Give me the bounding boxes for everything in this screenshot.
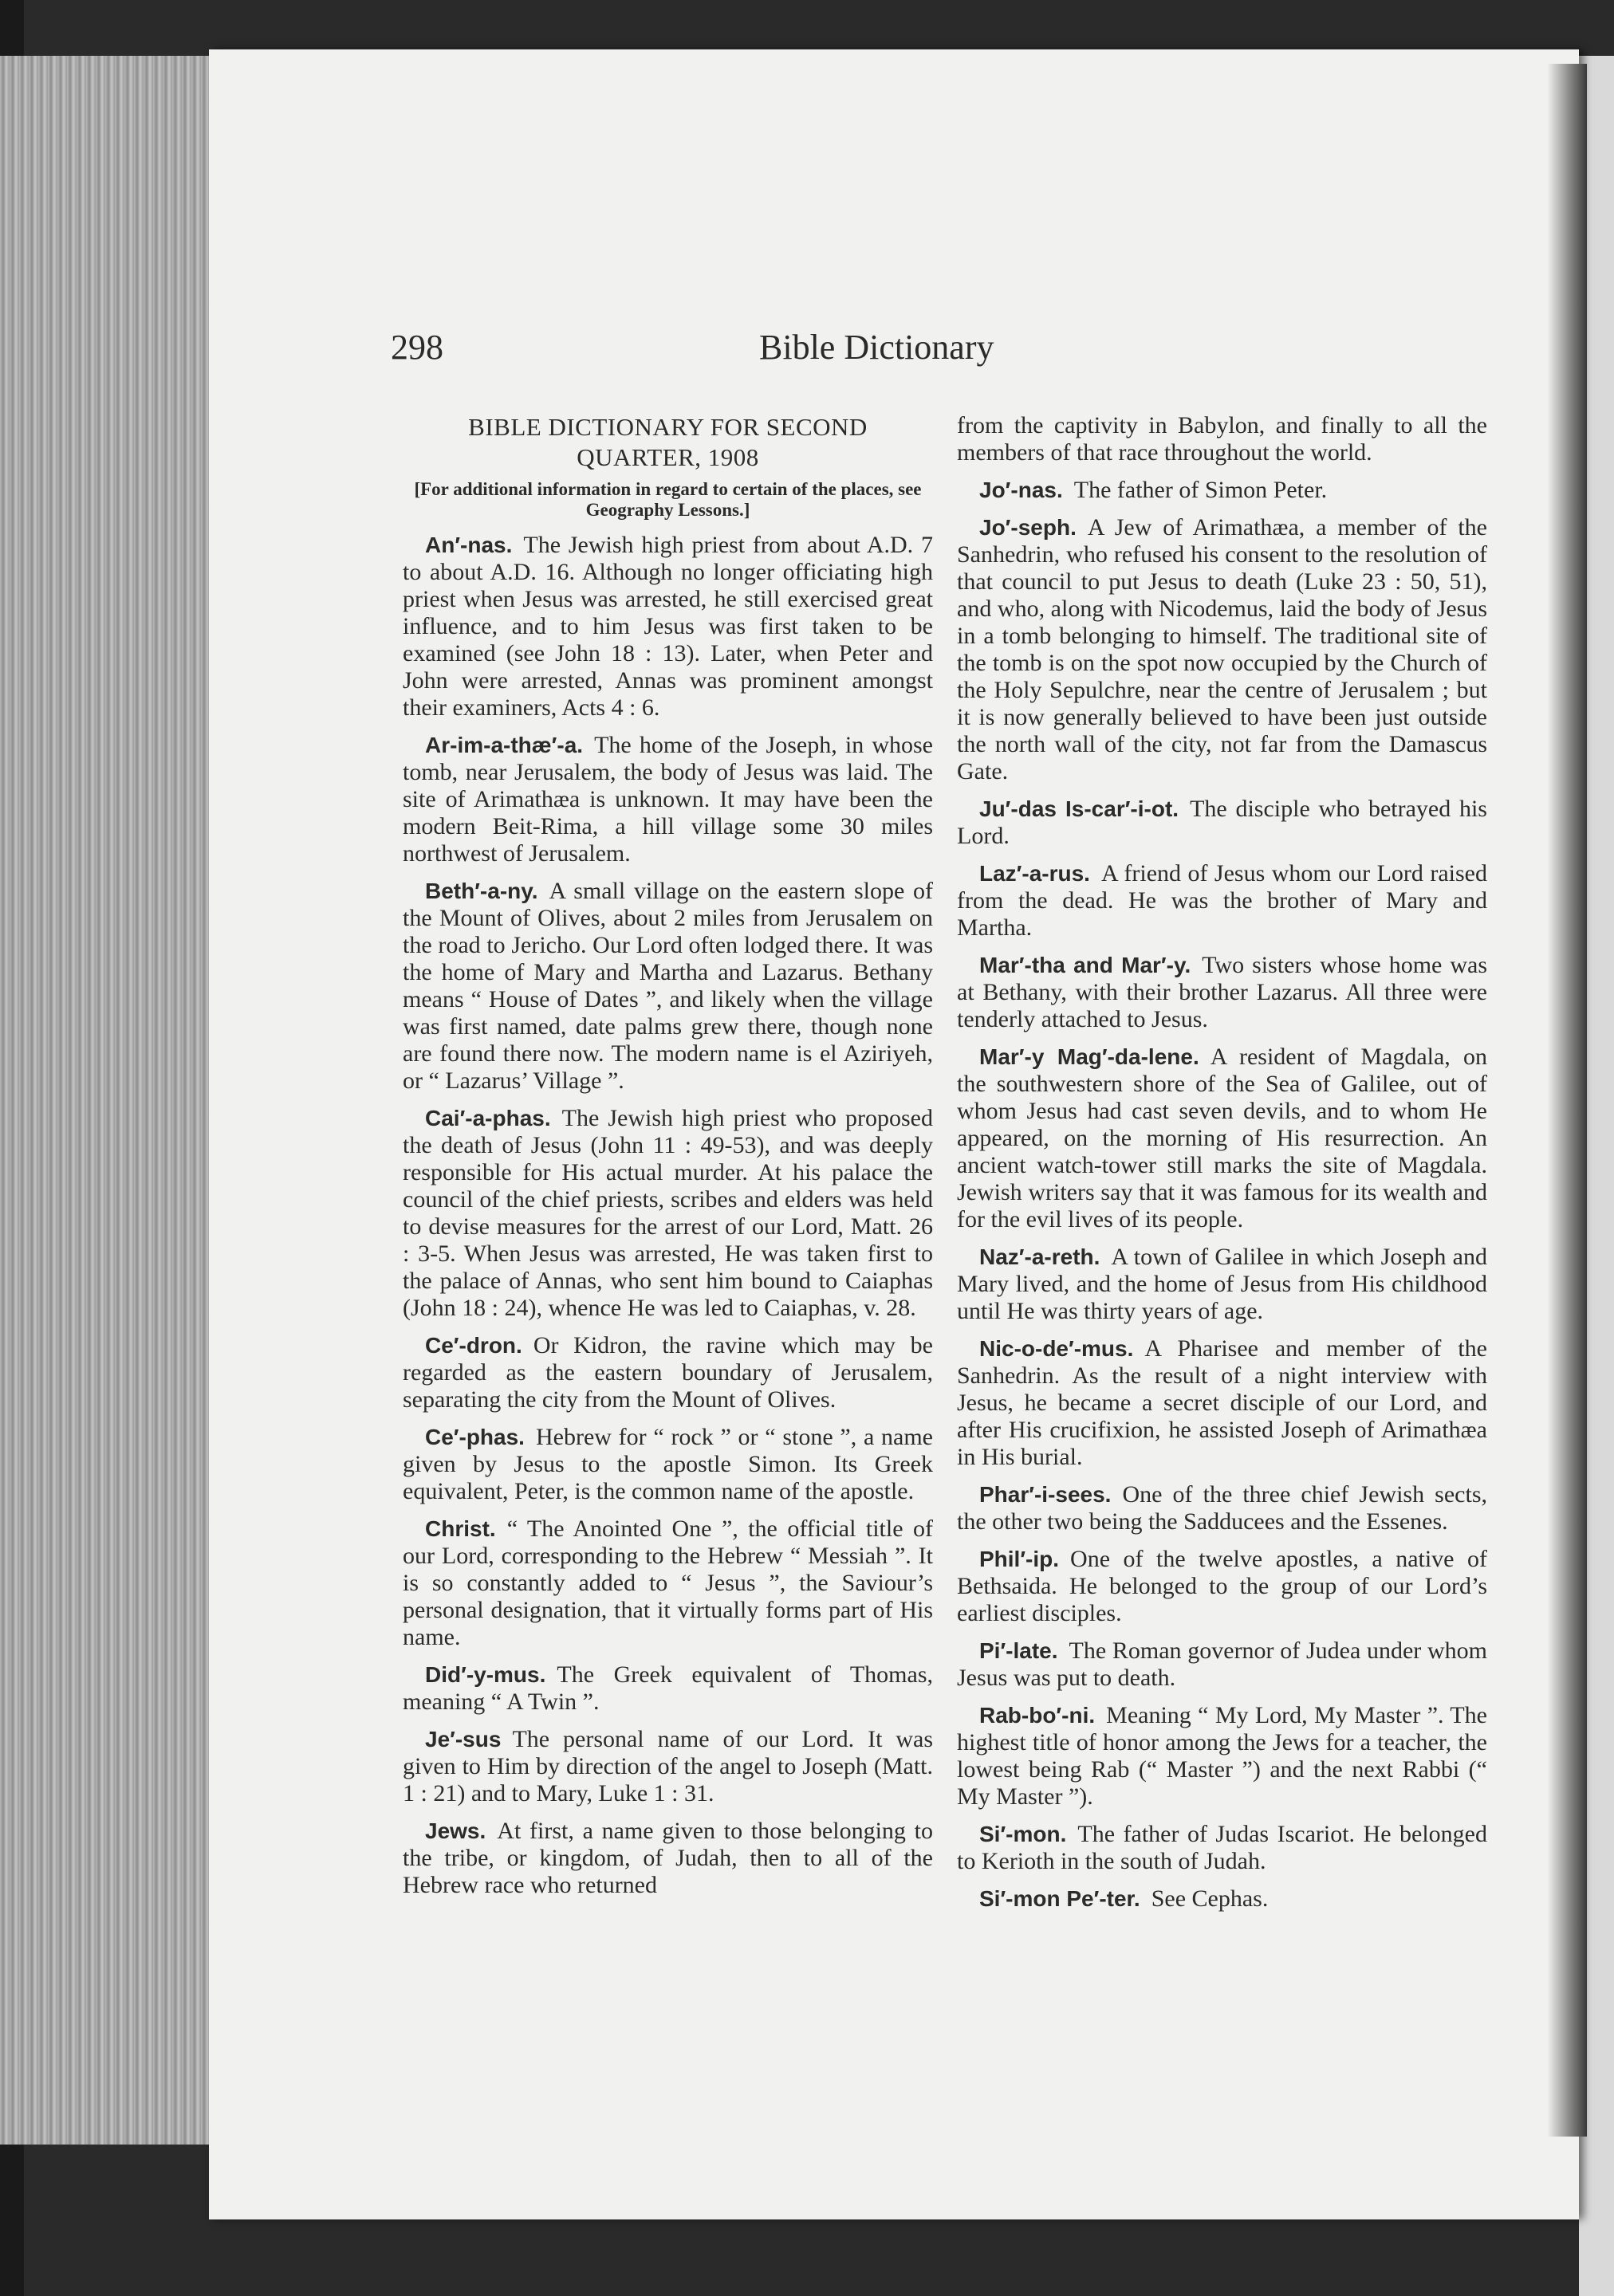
entry-definition: A Jew of Arimathæa, a member of the Sanhedrin, who refused his consent to the resolution of that council to put Jesus to death (Luke 23 : 50, 51), and who, along with Nicodemus, laid the body of Jesus in a tomb belonging to himself. The traditional site of the tomb is on the spot now occupied by the Church of the Holy Sepulchre, near the centre of Jerusalem ; but it is now generally believed to have been just outside the north wall of the city, not far from the Damascus Gate. — [957, 514, 1487, 784]
entry-definition: At first, a name given to those belonging to the tribe, or kingdom, of Judah, then to all of the Hebrew race who returned — [403, 1818, 933, 1898]
entry-term: Laz′-a-rus. — [979, 861, 1090, 886]
continued-entry-text: from the captivity in Babylon, and finally to all the members of that race throughout the world. — [957, 412, 1487, 466]
left-column — [403, 412, 933, 1909]
entry-definition: The father of Judas Iscariot. He belonged to Kerioth in the south of Judah. — [957, 1821, 1487, 1874]
entry-definition: See Cephas. — [1151, 1885, 1269, 1912]
entry-term: Ju′-das Is-car′-i-ot. — [979, 796, 1179, 821]
entry-definition: Two sisters whose home was at Bethany, with their brother Lazarus. All three were tenderly attached to Jesus. — [957, 952, 1487, 1032]
dictionary-entry — [957, 514, 1487, 785]
entry-definition: One of the three chief Jewish sects, the other two being the Sadducees and the Essenes. — [957, 1481, 1487, 1535]
dictionary-entry — [957, 1335, 1487, 1471]
entry-definition: The disciple who betrayed his Lord. — [957, 796, 1487, 849]
dictionary-entry — [403, 732, 933, 867]
entry-term: Nic-o-de′-mus. — [979, 1336, 1134, 1361]
dictionary-entry — [957, 1244, 1487, 1325]
dictionary-entry — [957, 1821, 1487, 1875]
entry-term: Beth′-a-ny. — [425, 879, 538, 903]
entry-term: Phar′-i-sees. — [979, 1482, 1112, 1507]
entry-term: Jews. — [425, 1818, 486, 1843]
running-head — [209, 327, 1579, 375]
dictionary-entry — [957, 1637, 1487, 1692]
dictionary-entry — [957, 1702, 1487, 1810]
entry-definition: The Jewish high priest who proposed the death of Jesus (John 11 : 49-53), and was deeply responsible for His actual murder. At his palace the council of the chief priests, scribes and elders was held to devise measures for the arrest of our Lord, Matt. 26 : 3-5. When Jesus was arrested, He was taken first to the palace of Annas, who sent him bound to Caiaphas (John 18 : 24), whence He was led to Caiaphas, v. 28. — [403, 1105, 933, 1321]
entry-term: Phil′-ip. — [979, 1547, 1060, 1571]
entry-definition: A Pharisee and member of the Sanhedrin. As the result of a night interview with Jesus, he became a secret disciple of our Lord, and after His crucifixion, he assisted Joseph of Arimathæa in His burial. — [957, 1335, 1487, 1470]
right-column — [957, 412, 1487, 1923]
page — [209, 49, 1579, 2219]
entry-definition: A town of Galilee in which Joseph and Mary lived, and the home of Jesus from His childhood until He was thirty years of age. — [957, 1244, 1487, 1324]
entry-term: Ce′-phas. — [425, 1425, 525, 1449]
entry-term: Jo′-seph. — [979, 515, 1077, 540]
entry-term: An′-nas. — [425, 533, 513, 557]
entry-term: Ar-im-a-thæ′-a. — [425, 733, 584, 757]
entry-term: Pi′-late. — [979, 1638, 1058, 1663]
entry-definition: The home of the Joseph, in whose tomb, near Jerusalem, the body of Jesus was laid. The site of Arimathæa is unknown. It may have been the modern Beit-Rima, a hill village some 30 miles northwest of Jerusalem. — [403, 732, 933, 867]
dictionary-entry — [403, 1818, 933, 1899]
dictionary-entry — [403, 1105, 933, 1322]
entry-term: Je′-sus — [425, 1727, 502, 1751]
dictionary-entry — [957, 860, 1487, 942]
entry-term: Si′-mon. — [979, 1822, 1067, 1846]
dictionary-entry — [403, 532, 933, 721]
entry-definition: A small village on the eastern slope of the Mount of Olives, about 2 miles from Jerusalem on the road to Jericho. Our Lord often lodged there. It was the home of Mary and Martha and Lazarus. Bethany means “ House of Dates ”, and likely when the village was first named, date palms grew there, though none are found there now. The modern name is el Aziriyeh, or “ Lazarus’ Village ”. — [403, 878, 933, 1094]
entry-definition: The Greek equivalent of Thomas, meaning “ A Twin ”. — [403, 1661, 933, 1715]
book-page-edges — [0, 56, 209, 2145]
page-gutter-shadow — [1547, 64, 1587, 2137]
entry-term: Mar′-y Mag′-da-lene. — [979, 1044, 1199, 1069]
dictionary-entry — [957, 952, 1487, 1033]
dictionary-entry — [403, 1516, 933, 1651]
page-number: 298 — [391, 328, 443, 367]
dictionary-entry — [957, 477, 1487, 504]
entry-term: Mar′-tha and Mar′-y. — [979, 953, 1191, 977]
dictionary-entry — [403, 1424, 933, 1505]
entry-definition: The father of Simon Peter. — [1073, 477, 1328, 503]
entry-definition: Hebrew for “ rock ” or “ stone ”, a name given by Jesus to the apostle Simon. Its Greek equivalent, Peter, is the common name of the apostle. — [403, 1424, 933, 1504]
dictionary-entry — [957, 796, 1487, 850]
right-entry-list — [957, 477, 1487, 1913]
entry-definition: A friend of Jesus whom our Lord raised from the dead. He was the brother of Mary and Martha. — [957, 860, 1487, 941]
entry-definition: The Roman governor of Judea under whom Jesus was put to death. — [957, 1637, 1487, 1691]
entry-definition: Or Kidron, the ravine which may be regarded as the eastern boundary of Jerusalem, separating the city from the Mount of Olives. — [403, 1332, 933, 1413]
dictionary-entry — [957, 1885, 1487, 1913]
entry-term: Did′-y-mus. — [425, 1662, 546, 1687]
entry-term: Cai′-a-phas. — [425, 1106, 551, 1130]
dictionary-entry — [403, 1661, 933, 1716]
entry-definition: A resident of Magdala, on the southwestern shore of the Sea of Galilee, out of whom Jesus had cast seven devils, and to whom He appeared, on the morning of His resurrection. An ancient watch-tower still marks the site of Magdala. Jewish writers say that it was famous for its wealth and for the evil lives of its people. — [957, 1044, 1488, 1233]
dictionary-entry — [403, 1726, 933, 1807]
entry-definition: “ The Anointed One ”, the official title of our Lord, corresponding to the Hebrew “ Messiah ”. It is so constantly added to “ Jesus ”, the Saviour’s personal designation, that it virtually forms part of His name. — [403, 1516, 933, 1650]
dictionary-entry — [403, 1332, 933, 1413]
dictionary-entry — [957, 1044, 1487, 1233]
entry-definition: One of the twelve apostles, a native of Bethsaida. He belonged to the group of our Lord’s earliest disciples. — [957, 1546, 1487, 1626]
header-title: Bible Dictionary — [759, 328, 994, 367]
entry-term: Jo′-nas. — [979, 478, 1063, 502]
entry-definition: Meaning “ My Lord, My Master ”. The highest title of honor among the Jews for a teacher, the lowest being Rab (“ Master ”) and the next Rabbi (“ My Master ”). — [957, 1702, 1487, 1810]
dictionary-heading: BIBLE DICTIONARY FOR SECOND QUARTER, 1908 — [468, 413, 868, 471]
entry-definition: The personal name of our Lord. It was given to Him by direction of the angel to Joseph (Matt. 1 : 21) and to Mary, Luke 1 : 31. — [403, 1726, 933, 1807]
left-entry-list — [403, 532, 933, 1899]
dictionary-entry — [957, 1481, 1487, 1535]
entry-term: Christ. — [425, 1516, 496, 1541]
entry-term: Rab-bo′-ni. — [979, 1703, 1096, 1728]
entry-definition: The Jewish high priest from about A.D. 7 to about A.D. 16. Although no longer officiating high priest when Jesus was arrested, he still exercised great influence, and to him Jesus was first taken to be examined (see John 18 : 13). Later, when Peter and John were arrested, Annas was prominent amongst their examiners, Acts 4 : 6. — [403, 532, 933, 721]
dictionary-entry — [957, 1546, 1487, 1627]
entry-term: Si′-mon Pe′-ter. — [979, 1886, 1140, 1911]
dictionary-entry — [403, 878, 933, 1095]
entry-term: Ce′-dron. — [425, 1333, 522, 1358]
dictionary-note: [For additional information in regard to certain of the places, see Geography Lessons.] — [414, 479, 922, 520]
entry-term: Naz′-a-reth. — [979, 1244, 1100, 1269]
